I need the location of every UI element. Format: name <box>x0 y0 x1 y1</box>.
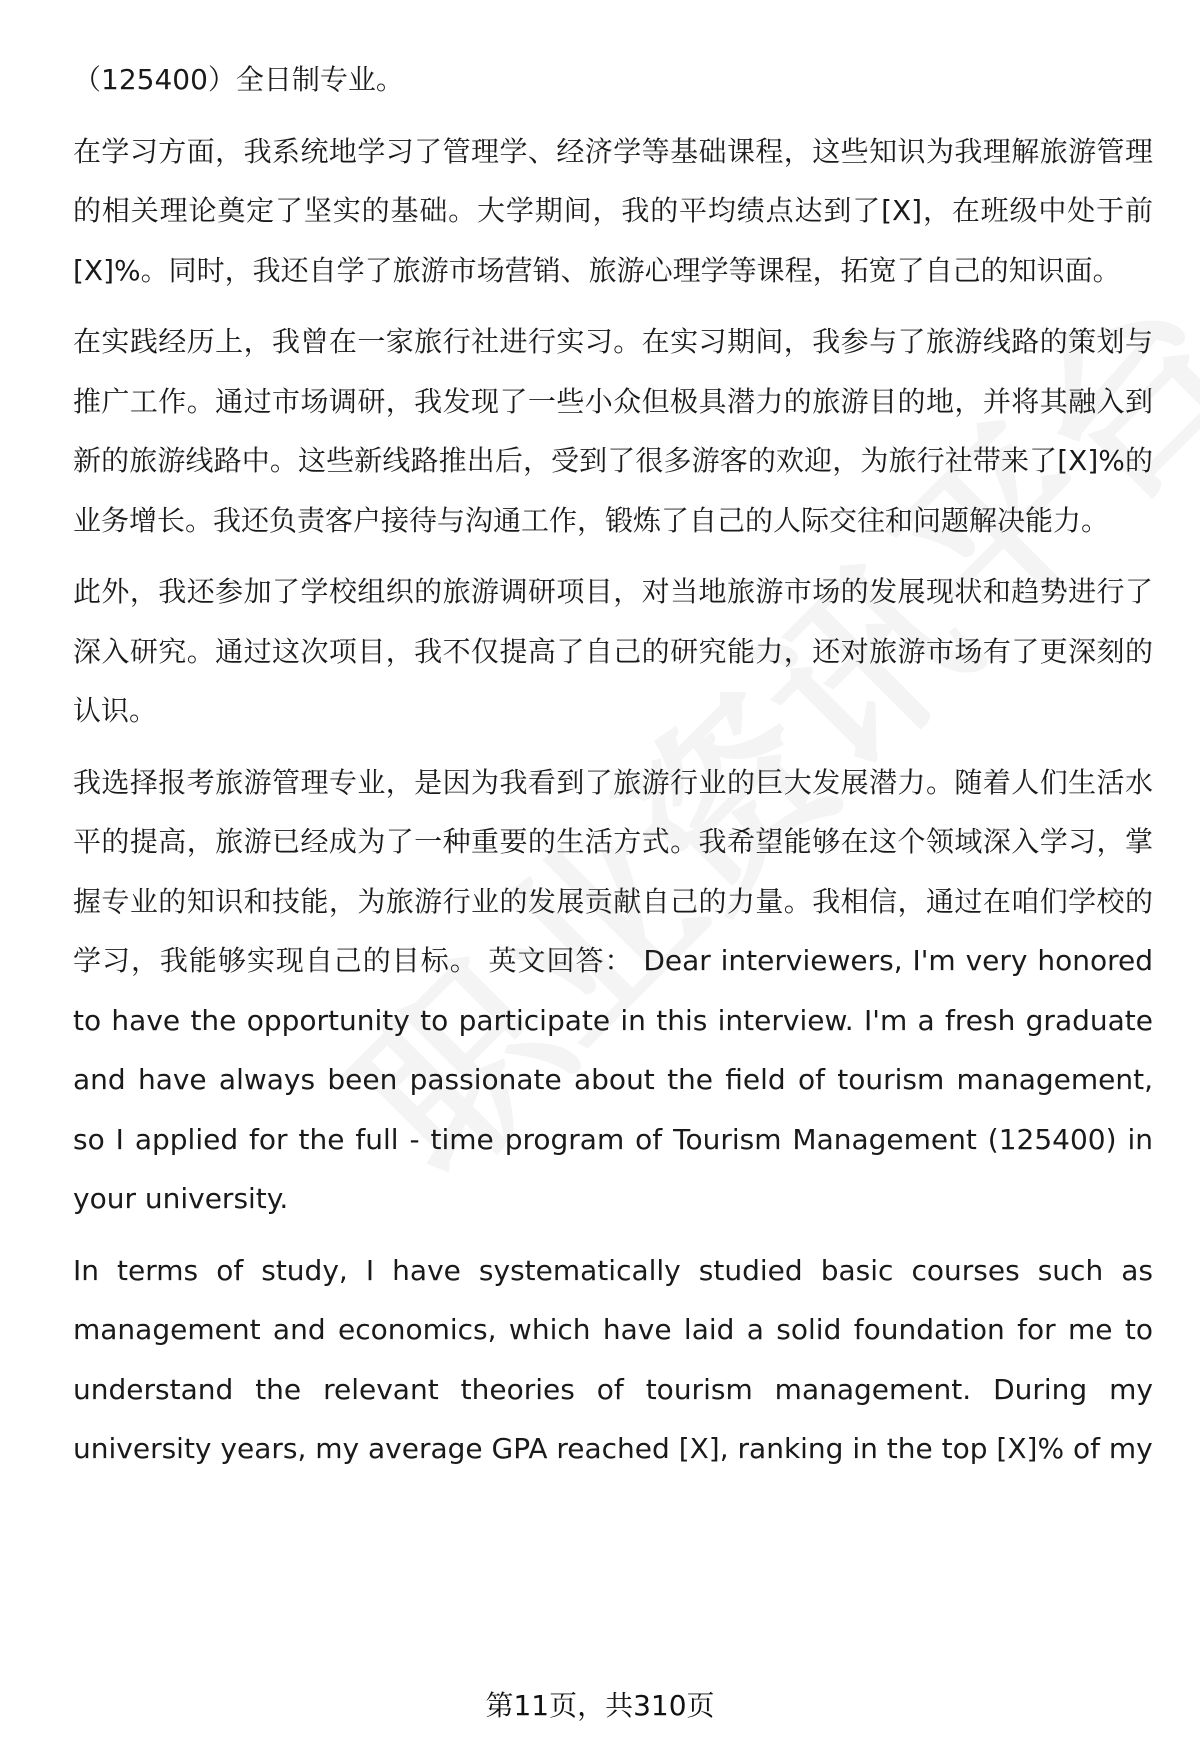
paragraph-1: （125400）全日制专业。 <box>73 63 404 96</box>
paragraph-6: In terms of study, I have systematically studied basic courses such as management and economics, which have laid a solid foundation for me to understand the relevant theories of tourism management. During my university years, my average GPA reached [X], ranking in the top [X]% of my <box>73 1253 1153 1465</box>
paragraph-4: 此外，我还参加了学校组织的旅游调研项目，对当地旅游市场的发展现状和趋势进行了深入研究。通过这次项目，我不仅提高了自己的研究能力，还对旅游市场有了更深刻的认识。 <box>73 575 1153 727</box>
paragraph-2: 在学习方面，我系统地学习了管理学、经济学等基础课程，这些知识为我理解旅游管理的相关理论奠定了坚实的基础。大学期间，我的平均绩点达到了[X]，在班级中处于前[X]%。同时，我还自学了旅游市场营销、旅游心理学等课程，拓宽了自己的知识面。 <box>73 134 1153 287</box>
page-footer: 第11页，共310页 <box>485 1689 715 1722</box>
paragraph-3: 在实践经历上，我曾在一家旅行社进行实习。在实习期间，我参与了旅游线路的策划与推广工作。通过市场调研，我发现了一些小众但极具潜力的旅游目的地，并将其融入到新的旅游线路中。这些新线路推出后，受到了很多游客的欢迎，为旅行社带来了[X]%的业务增长。我还负责客户接待与沟通工作，锻炼了自己的人际交往和问题解决能力。 <box>73 325 1153 537</box>
paragraph-5: 我选择报考旅游管理专业，是因为我看到了旅游行业的巨大发展潜力。随着人们生活水平的提高，旅游已经成为了一种重要的生活方式。我希望能够在这个领域深入学习，掌握专业的知识和技能，为旅游行业的发展贡献自己的力量。我相信，通过在咱们学校的学习，我能够实现自己的目标。 英文回答： Dear interviewers, I'm very honored to have the opportunity to participate in this interview. I'm a fresh graduate and have always been passionate about the field of tourism management, so I applied for the full - time program of Tourism Management (125400) in your university. <box>73 765 1153 1215</box>
document-body <box>73 50 1153 1491</box>
